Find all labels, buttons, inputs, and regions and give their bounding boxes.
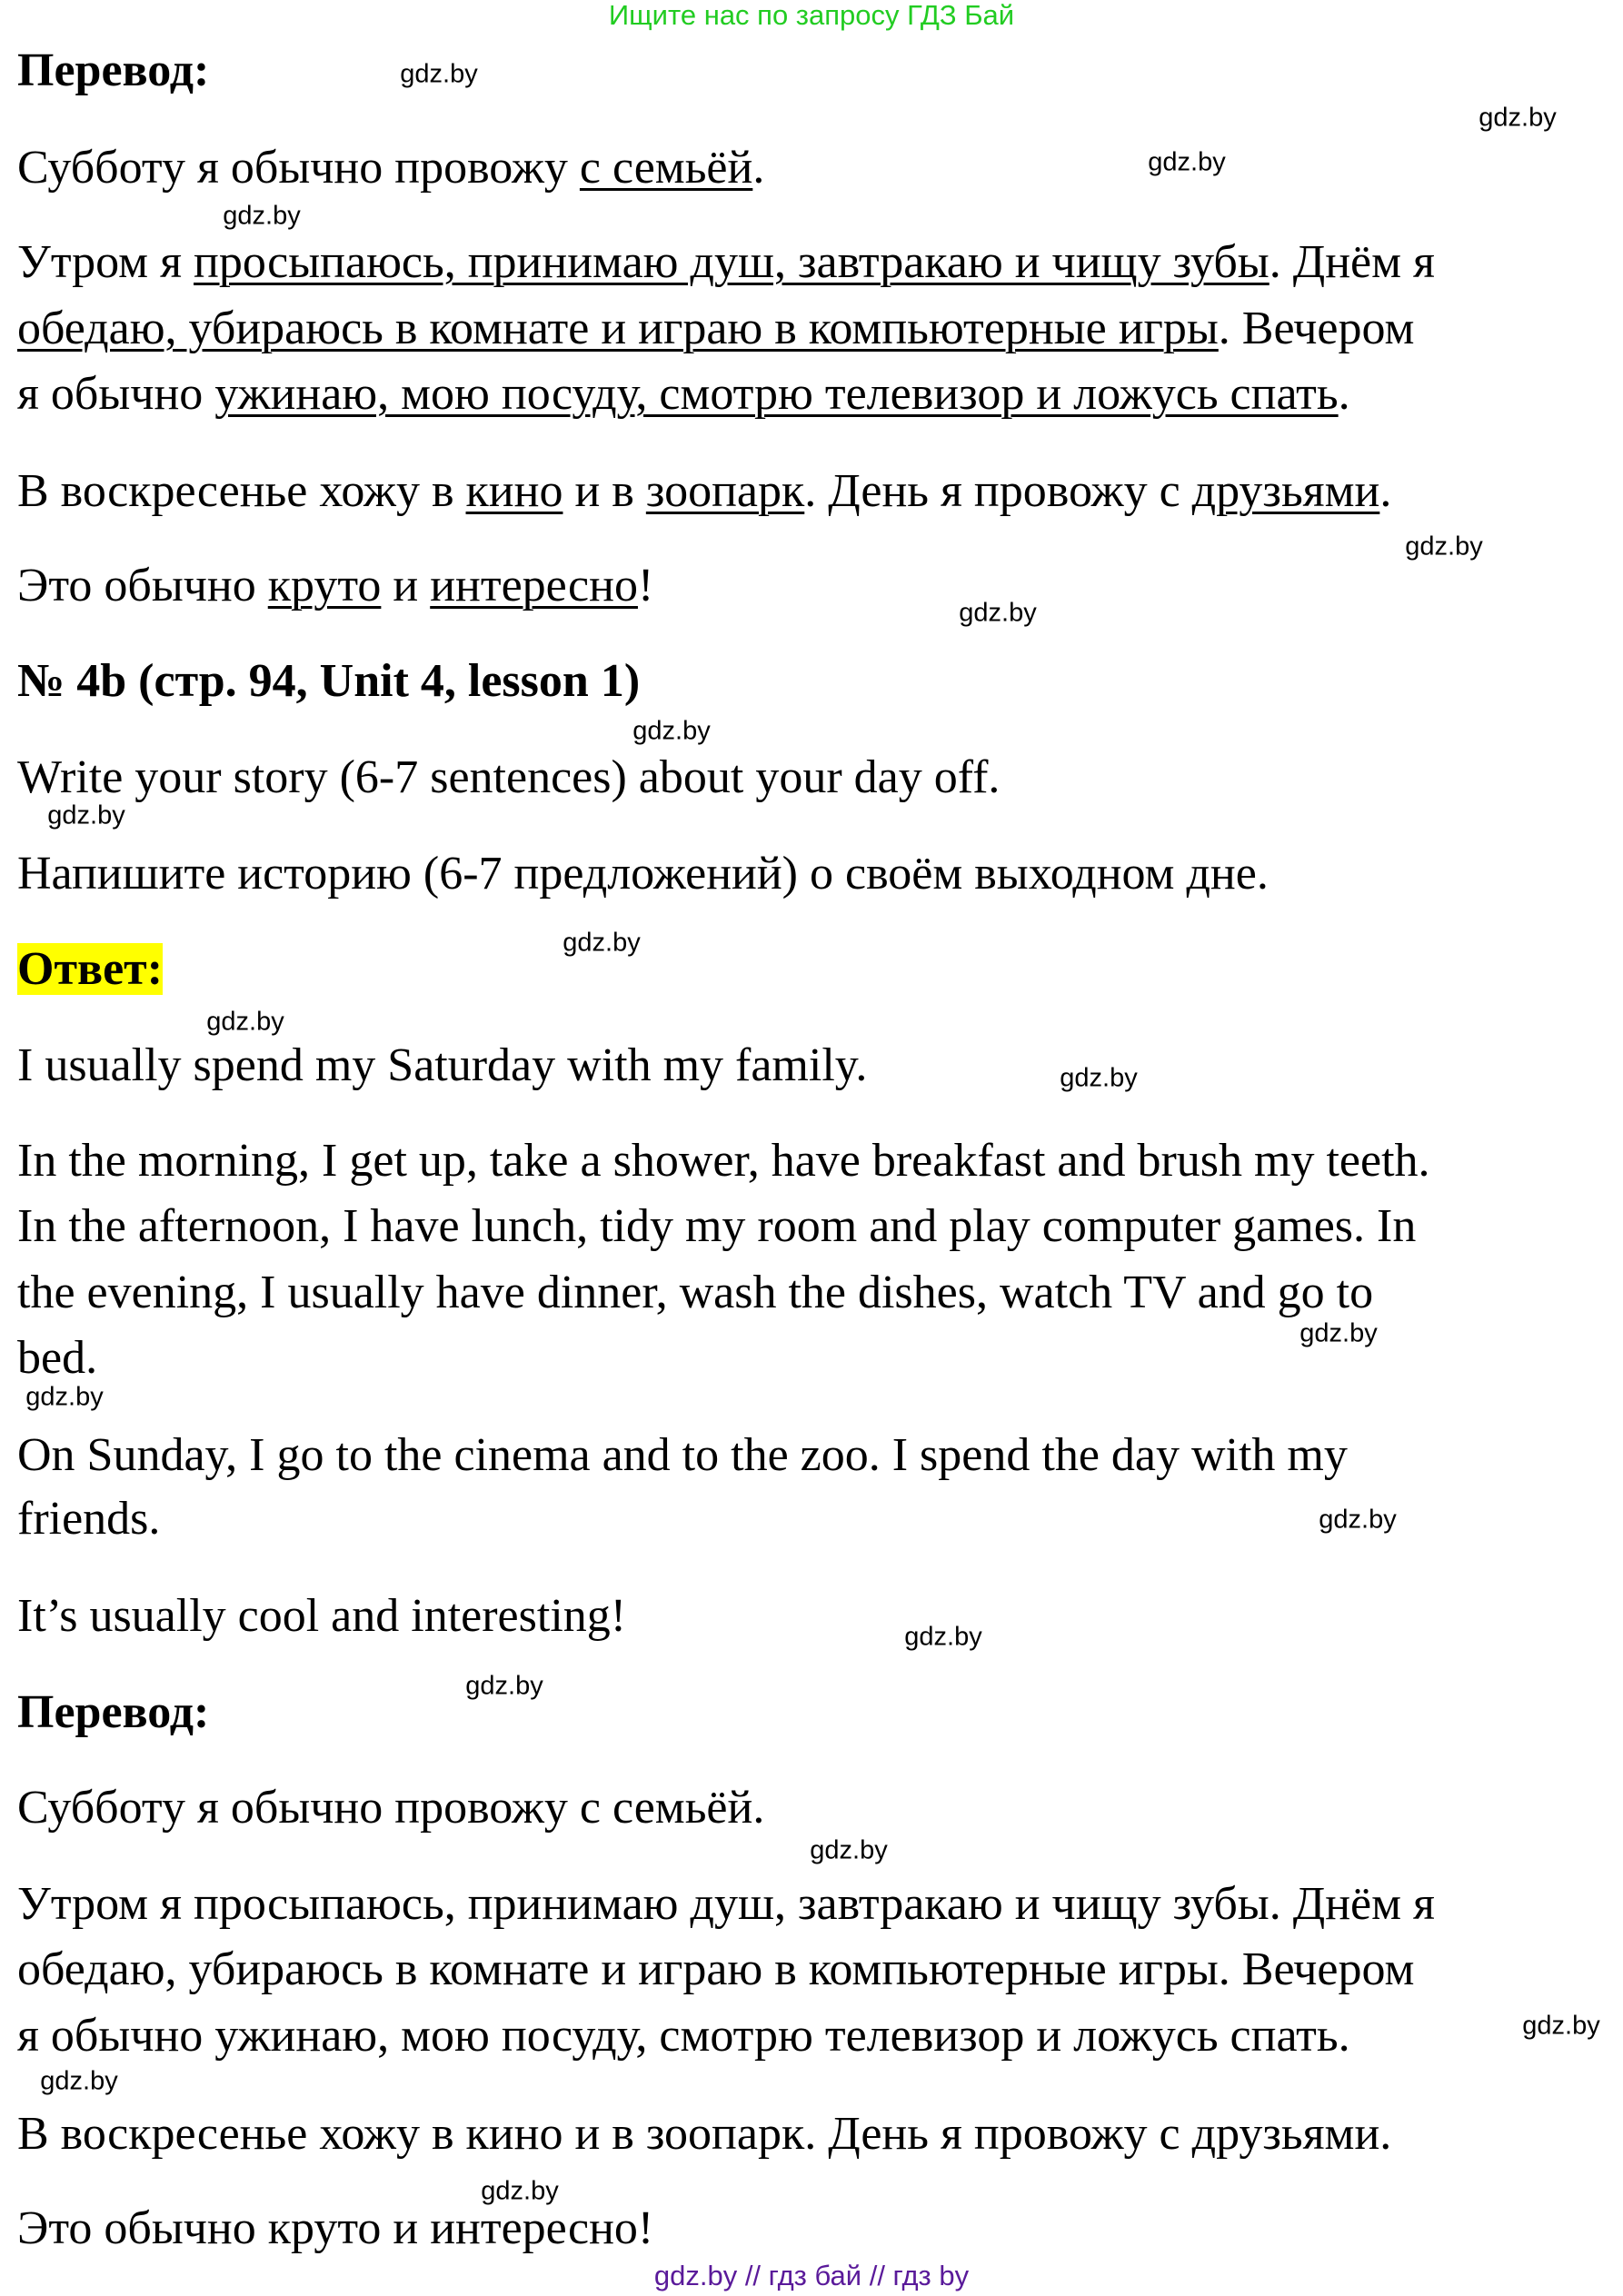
text-segment: In the afternoon, I have lunch, tidy my room and play computer games. In: [17, 1200, 1417, 1252]
underlined-phrase: зоопарк: [645, 465, 805, 517]
text-segment: .: [752, 142, 765, 194]
watermark: gdz.by: [1405, 532, 1483, 562]
text-segment: bed.: [17, 1332, 98, 1384]
watermark: gdz.by: [632, 716, 711, 746]
watermark: gdz.by: [1479, 103, 1557, 133]
text-line: [17, 462, 1391, 521]
watermark: gdz.by: [400, 59, 478, 89]
text-line: [17, 2007, 1350, 2065]
text-segment: Утром я: [17, 236, 194, 288]
section-heading: [17, 940, 163, 999]
watermark: gdz.by: [481, 2176, 559, 2206]
text-line: [17, 845, 1269, 903]
watermark: gdz.by: [904, 1622, 982, 1652]
text-segment: In the morning, I get up, take a shower, have breakfast and brush my teeth.: [17, 1135, 1430, 1187]
text-line: [17, 2105, 1391, 2163]
text-segment: Write your story (6-7 sentences) about your day off.: [17, 751, 1001, 803]
text-line: [17, 1875, 1435, 1933]
text-line: [17, 1587, 626, 1645]
text-segment: Субботу я обычно провожу с семьёй.: [17, 1782, 765, 1834]
text-segment: № 4b (стр. 94, Unit 4, lesson 1): [17, 655, 641, 707]
text-segment: Перевод:: [17, 45, 210, 96]
text-segment: обедаю, убираюсь в комнате и играю в компьютерные игры. Вечером: [17, 1943, 1415, 1995]
section-heading: [17, 652, 640, 711]
text-segment: I usually spend my Saturday with my family.: [17, 1039, 868, 1091]
text-line: [17, 557, 653, 615]
watermark: gdz.by: [47, 800, 125, 830]
watermark: gdz.by: [1319, 1505, 1397, 1535]
text-line: [17, 1779, 764, 1837]
watermark: gdz.by: [810, 1835, 888, 1865]
underlined-phrase: кино: [465, 465, 563, 517]
answer-label: Ответ:: [17, 943, 164, 995]
text-segment: и: [381, 560, 431, 611]
watermark: gdz.by: [1299, 1318, 1378, 1348]
text-line: [17, 749, 1000, 807]
text-segment: В воскресенье хожу в: [17, 465, 466, 517]
text-segment: . День я провожу с: [804, 465, 1192, 517]
watermark: gdz.by: [25, 1382, 104, 1412]
text-segment: В воскресенье хожу в кино и в зоопарк. День я провожу с друзьями.: [17, 2108, 1392, 2160]
underlined-phrase: круто: [267, 560, 382, 611]
watermark: gdz.by: [1060, 1063, 1138, 1093]
text-segment: Напишите историю (6-7 предложений) о своём выходном дне.: [17, 848, 1269, 900]
watermark: gdz.by: [563, 928, 641, 958]
section-heading: [17, 42, 209, 100]
text-line: [17, 1037, 867, 1095]
footer-links: gdz.by // гдз бай // гдз by: [653, 2260, 970, 2291]
text-segment: .: [1379, 465, 1392, 517]
text-line: [17, 139, 764, 197]
text-line: [17, 1426, 1348, 1485]
text-segment: the evening, I usually have dinner, wash the dishes, watch TV and go to: [17, 1267, 1374, 1318]
text-line: [17, 1132, 1430, 1190]
section-heading: [17, 1684, 209, 1742]
watermark: gdz.by: [465, 1671, 543, 1701]
watermark: gdz.by: [206, 1007, 284, 1037]
text-line: [17, 1198, 1416, 1256]
text-line: [17, 1329, 97, 1387]
underlined-phrase: просыпаюсь, принимаю душ, завтракаю и чищу зубы: [194, 236, 1270, 288]
underlined-phrase: обедаю, убираюсь в комнате и играю в компьютерные игры: [17, 303, 1219, 354]
underlined-phrase: ужинаю, мою посуду, смотрю телевизор и ложусь спать: [214, 368, 1339, 420]
text-line: [17, 365, 1350, 423]
text-segment: It’s usually cool and interesting!: [17, 1590, 627, 1642]
text-segment: . Вечером: [1218, 303, 1415, 354]
text-segment: и в: [563, 465, 646, 517]
text-line: [17, 1490, 160, 1548]
text-segment: .: [1338, 368, 1350, 420]
watermark: gdz.by: [1148, 147, 1226, 177]
text-line: [17, 2200, 653, 2258]
text-segment: On Sunday, I go to the cinema and to the zoo. I spend the day with my: [17, 1429, 1348, 1481]
text-segment: Утром я просыпаюсь, принимаю душ, завтракаю и чищу зубы. Днём я: [17, 1878, 1435, 1930]
text-line: [17, 1941, 1414, 1999]
watermark: gdz.by: [959, 598, 1037, 628]
text-segment: Это обычно: [17, 560, 268, 611]
text-segment: !: [637, 560, 654, 611]
text-segment: . Днём я: [1269, 236, 1435, 288]
text-segment: я обычно ужинаю, мою посуду, смотрю телевизор и ложусь спать.: [17, 2010, 1350, 2062]
text-segment: Субботу я обычно провожу: [17, 142, 580, 194]
watermark: gdz.by: [223, 201, 301, 231]
text-segment: Это обычно круто и интересно!: [17, 2202, 654, 2254]
underlined-phrase: интересно: [430, 560, 638, 611]
underlined-phrase: друзьями: [1191, 465, 1380, 517]
watermark: gdz.by: [40, 2066, 118, 2096]
text-line: [17, 1264, 1373, 1322]
search-hint-banner: Ищите нас по запросу ГДЗ Бай: [608, 0, 1015, 31]
watermark: gdz.by: [1522, 2011, 1600, 2041]
text-line: [17, 234, 1435, 292]
text-segment: Перевод:: [17, 1686, 210, 1738]
text-segment: я обычно: [17, 368, 215, 420]
text-line: [17, 300, 1414, 358]
text-segment: friends.: [17, 1493, 161, 1545]
underlined-phrase: с семьёй: [579, 142, 753, 194]
